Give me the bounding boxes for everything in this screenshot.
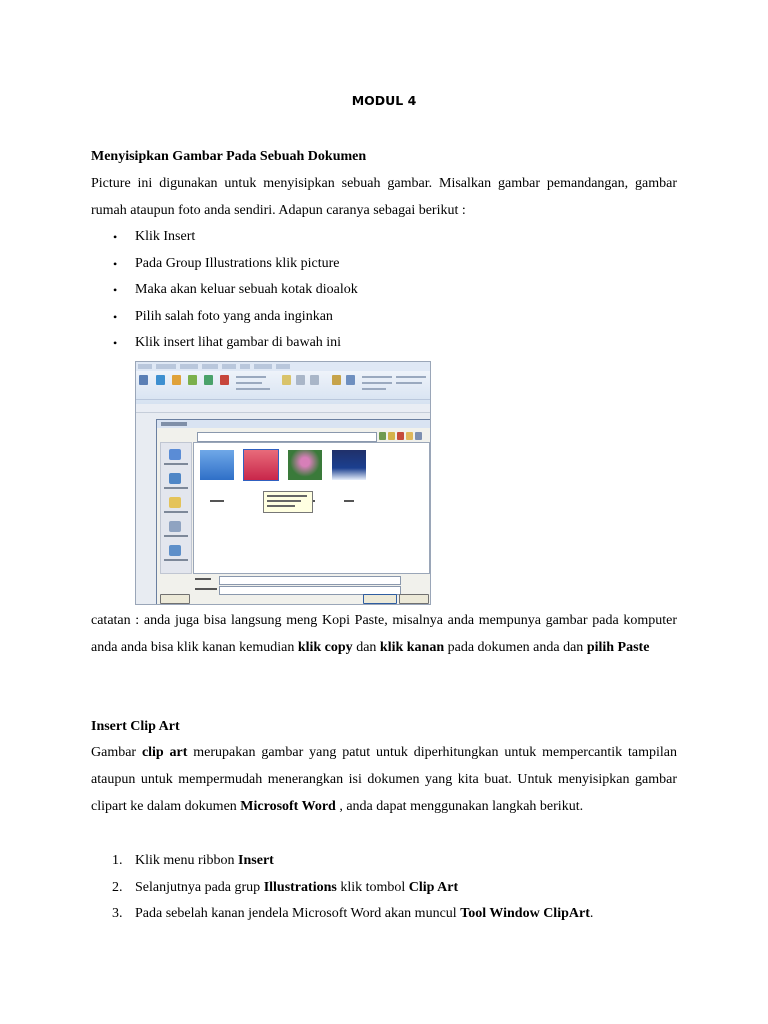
thumbnail-winter[interactable]	[332, 450, 366, 480]
list-item: 3. Pada sebelah kanan jendela Microsoft Word akan muncul Tool Window ClipArt.	[112, 906, 594, 922]
note-paragraph: catatan : anda juga bisa langsung meng Kopi Paste, misalnya anda mempunya gambar pada komputer anda anda bisa klik kanan kemudian klik copy dan klik kanan pada dokumen anda dan pilih Paste	[91, 613, 677, 655]
picture-icon	[156, 375, 165, 385]
list-item: 2. Selanjutnya pada grup Illustrations klik tombol Clip Art	[112, 879, 459, 895]
recent-documents-icon[interactable]	[169, 449, 181, 460]
ribbon-tabs	[136, 362, 431, 371]
new-folder-icon[interactable]	[406, 432, 413, 440]
back-icon[interactable]	[379, 432, 386, 440]
smartart-icon	[204, 375, 213, 385]
bullet-icon: •	[113, 336, 118, 351]
ruler	[136, 404, 430, 413]
up-folder-icon[interactable]	[388, 432, 395, 440]
insert-picture-screenshot	[135, 361, 431, 605]
list-item: • Klik insert lihat gambar di bawah ini	[91, 330, 677, 357]
thumbnail-sunset[interactable]	[244, 450, 278, 480]
page-title: MODUL 4	[351, 93, 417, 108]
look-in-select[interactable]	[197, 432, 377, 442]
list-item: • Klik Insert	[91, 224, 677, 251]
desktop-icon[interactable]	[169, 473, 181, 484]
intro-paragraph: Picture ini digunakan untuk menyisipkan sebuah gambar. Misalkan gambar pemandangan, gambar rumah ataupun foto anda sendiri. Adapun caranya sebagai berikut :	[91, 176, 677, 218]
thumbnail-blue-hills[interactable]	[200, 450, 234, 480]
insert-button[interactable]	[363, 594, 397, 604]
list-item: • Pilih salah foto yang anda inginkan	[91, 304, 677, 331]
bullet-icon: •	[113, 256, 118, 271]
file-list	[193, 442, 430, 574]
klik-copy-text: klik copy	[297, 639, 353, 655]
shapes-icon	[188, 375, 197, 385]
file-name-input[interactable]	[219, 576, 401, 585]
my-documents-icon[interactable]	[169, 497, 181, 508]
pilih-paste-text: pilih Paste	[586, 639, 650, 655]
views-icon[interactable]	[415, 432, 422, 440]
bullet-icon: •	[113, 309, 118, 324]
list-item: • Maka akan keluar sebuah kotak dioalok	[91, 277, 677, 304]
cancel-button[interactable]	[399, 594, 429, 604]
list-item: 1. Klik menu ribbon Insert	[112, 853, 274, 868]
chart-icon	[220, 375, 229, 385]
thumbnail-water-lilies[interactable]	[288, 450, 322, 480]
textbox-icon	[282, 375, 291, 385]
steps-bullet-list	[91, 224, 677, 357]
insert-picture-dialog	[156, 419, 431, 605]
table-icon	[139, 375, 148, 385]
clipart-steps-list	[91, 848, 677, 928]
tools-button[interactable]	[160, 594, 190, 604]
list-item: • Pada Group Illustrations klik picture	[91, 251, 677, 278]
clipart-icon	[172, 375, 181, 385]
section-heading-insert-picture: Menyisipkan Gambar Pada Sebuah Dokumen	[91, 149, 367, 164]
clipart-paragraph: Gambar clip art merupakan gambar yang patut untuk diperhitungkan untuk mempercantik tampilan ataupun untuk mempermudah menerangkan isi dokumen yang kita buat. Untuk menyisipkan gambar clipart ke dalam dokumen Microsoft Word , anda dapat menggunakan langkah berikut.	[91, 745, 677, 814]
places-bar	[160, 442, 192, 574]
bullet-icon: •	[113, 283, 118, 298]
delete-icon[interactable]	[397, 432, 404, 440]
my-computer-icon[interactable]	[169, 521, 181, 532]
bullet-icon: •	[113, 230, 118, 244]
klik-kanan-text: klik kanan	[379, 639, 445, 655]
ribbon	[136, 371, 430, 405]
section-heading-clip-art: Insert Clip Art	[91, 719, 180, 734]
file-tooltip	[263, 491, 313, 513]
network-places-icon[interactable]	[169, 545, 181, 556]
